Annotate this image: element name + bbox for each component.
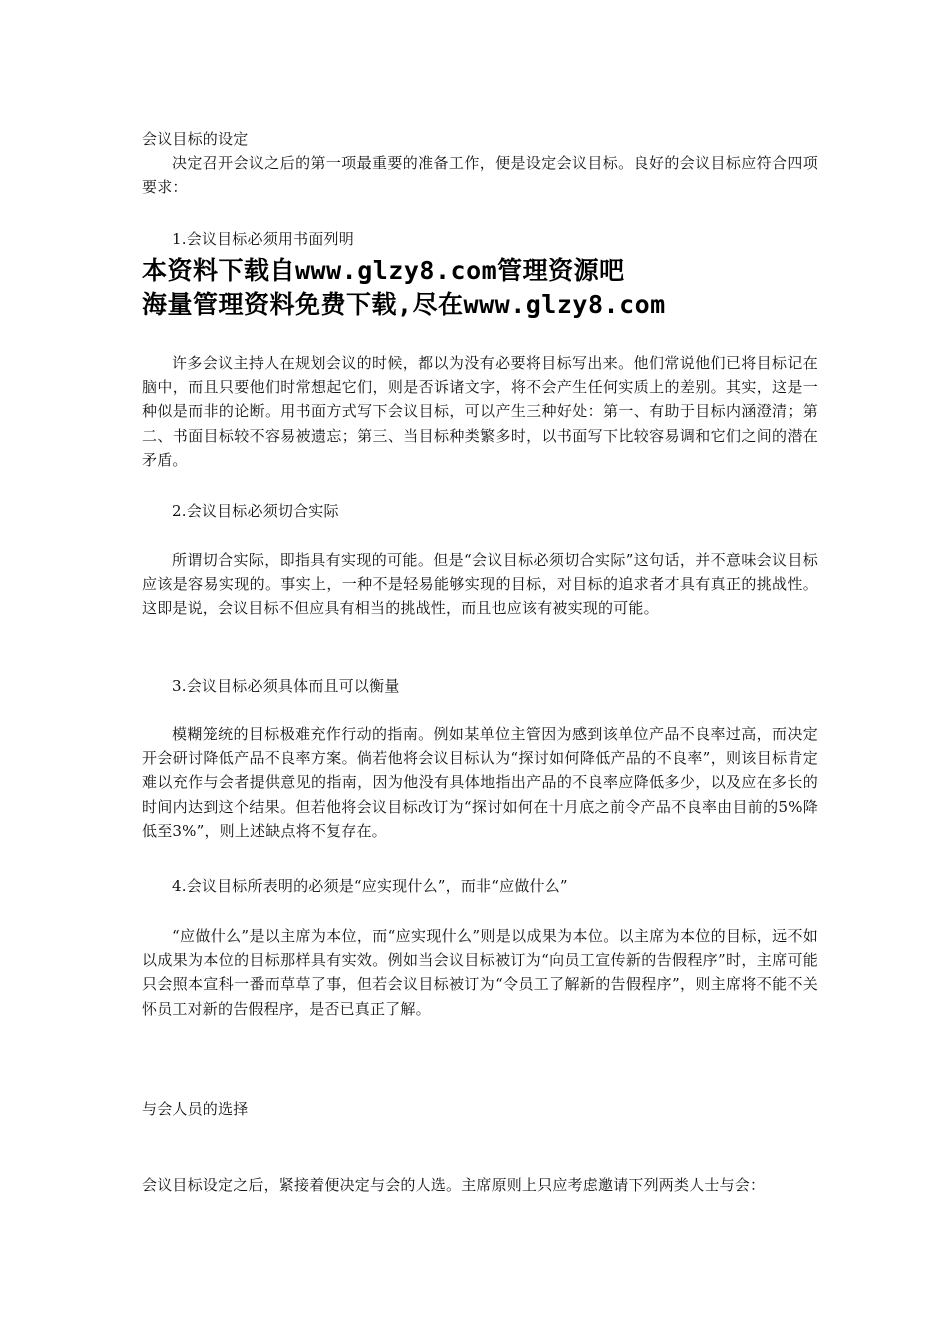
download-banner-line1: 本资料下载自www.glzy8.com管理资源吧	[142, 256, 625, 285]
item2-body-paragraph: 所谓切合实际，即指具有实现的可能。但是“会议目标必须切合实际”这句话，并不意味会议目标应该是容易实现的。事实上，一种不是轻易能够实现的目标，对目标的追求者才具有真正的挑战性。这即是说，会议目标不但应具有相当的挑战性，而且也应该有被实现的可能。	[142, 551, 818, 618]
item3-body-paragraph: 模糊笼统的目标极难充作行动的指南。例如某单位主管因为感到该单位产品不良率过高，而决定开会研讨降低产品不良率方案。倘若他将会议目标认为“探讨如何降低产品的不良率”，则该目标肯定难以充作与会者提供意见的指南，因为他没有具体地指出产品的不良率应降低多少，以及应在多长的时间内达到这个结果。但若他将会议目标改订为“探讨如何在十月底之前令产品不良率由目前的5%降低至3%”，则上述缺点将不复存在。	[142, 725, 818, 840]
item4-body-paragraph: “应做什么”是以主席为本位，而“应实现什么”则是以成果为本位。以主席为本位的目标，远不如以成果为本位的目标那样具有实效。例如当会议目标被订为“向员工宣传新的告假程序”时，主席可能只会照本宣科一番而草草了事，但若会议目标被订为“令员工了解新的告假程序”，则主席将不能不关怀员工对新的告假程序，是否已真正了解。	[142, 927, 818, 1018]
section-title-meeting-goals: 会议目标的设定	[142, 130, 249, 148]
item1-body-paragraph: 许多会议主持人在规划会议的时候，都以为没有必要将目标写出来。他们常说他们已将目标记在脑中，而且只要他们时常想起它们，则是否诉诸文字，将不会产生任何实质上的差别。其实，这是一种似是而非的论断。用书面方式写下会议目标，可以产生三种好处：第一、有助于目标内涵澄清；第二、书面目标较不容易被遗忘；第三、当目标种类繁多时，以书面写下比较容易调和它们之间的潜在矛盾。	[142, 354, 818, 469]
section-title-attendee-selection: 与会人员的选择	[142, 1100, 249, 1118]
intro-paragraph: 决定召开会议之后的第一项最重要的准备工作，便是设定会议目标。良好的会议目标应符合四项要求：	[142, 154, 818, 197]
item4-heading: 4.会议目标所表明的必须是“应实现什么”，而非“应做什么”	[172, 877, 568, 895]
item2-heading: 2.会议目标必须切合实际	[172, 502, 339, 520]
item1-heading: 1.会议目标必须用书面列明	[172, 230, 354, 248]
attendee-intro-paragraph: 会议目标设定之后，紧接着便决定与会的人选。主席原则上只应考虑邀请下列两类人士与会：	[142, 1176, 766, 1194]
download-banner-line2: 海量管理资料免费下载,尽在www.glzy8.com	[142, 290, 666, 319]
item3-heading: 3.会议目标必须具体而且可以衡量	[172, 677, 400, 695]
